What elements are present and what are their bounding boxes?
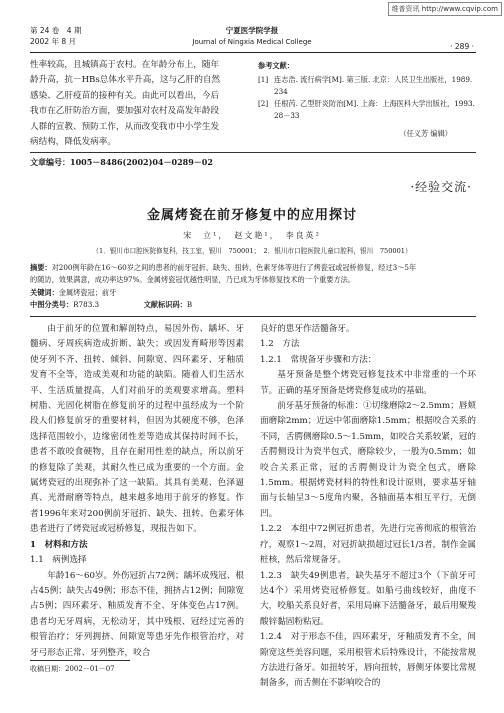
abstract-label: 摘要： — [30, 263, 52, 272]
prev-line: 我市在乙肝防治方面，要加强对农村及高发年龄段 — [30, 106, 220, 117]
doc-code-label: 文献标识码： — [143, 300, 187, 310]
abstract-rule — [30, 316, 476, 317]
article-separator — [30, 152, 476, 153]
abstract: 摘要：对200例年龄在16～60岁之间的患者的前牙冠折、缺失、扭转、色素牙体等进行了烤瓷冠或冠桥修复，经过3～5年 的随访，效果满意，成功率达97%。金属烤瓷冠优越性明显，乃已成为牙体修复技术的一个重要方法。 关键词：金属烤瓷冠；前牙 中图分类号：R783.3 文献标识码：B — [30, 263, 417, 310]
header-volume: 第 24 卷 4 期 — [30, 26, 82, 35]
paragraph: 1.2.2 本组中72例冠折患者，先进行完善彻底的根管治疗，观察1～2周，对冠折缺损超过冠长1/3者，制作金属桩核，然后常规备牙。 — [260, 524, 476, 566]
keywords: 金属烤瓷冠；前牙 — [58, 287, 117, 297]
paragraph: 前牙基牙预备的标准：①切缘磨除2～2.5mm；唇颊面磨除2mm；近远中邻面磨除1.5mm；根据咬合关系的不同，舌腭侧磨除0.5～1.5mm，如咬合关系较紧，冠的舌腭侧设计为瓷半包式，磨除较少，一般为0.5mm；如咬合关系正常，冠的舌腭侧设计为瓷全包式，磨除1.5mm。根据烤瓷材料的特性和设计原则，要求基牙轴面与长轴呈3～5度角内聚，各轴面基本相互平行，无倒凹。 — [260, 401, 476, 519]
keywords-label: 关键词： — [30, 287, 59, 297]
references-title: 参考文献： — [258, 61, 294, 70]
watermark: 维普资讯 http://www.cqvip.com — [388, 2, 502, 16]
section-tag: ·经验交流· — [410, 180, 472, 194]
body-right-column — [260, 322, 476, 692]
header-rule — [30, 52, 476, 53]
prev-line: 性率较高，且城镇高于农村。在年龄分布上，随年 — [30, 60, 220, 70]
reference-item: [2] 任根芮. 乙型肝炎防治[M]. 上海：上海医科大学出版社，1993. 28－33 — [258, 99, 475, 120]
references — [258, 60, 476, 140]
editor-note: （任义芳 编辑） — [399, 129, 452, 138]
paragraph: 良好的患牙作活髓备牙。 — [260, 324, 355, 334]
paragraph: 1.2.4 对于形态不佳，四环素牙，牙釉质发育不全，间隙宽这些美容问题，采用根管术后特殊设计，不能按常规方法进行备牙。如扭转牙，唇向扭转，唇侧牙体要比常规制备多，而舌侧在不影响咬合的 — [260, 632, 476, 689]
header-journal-cn: 宁夏医学院学报 — [225, 26, 279, 35]
paragraph: 年龄16～60岁。外伤冠折占72例；龋坏成残冠、根占45例；缺失占49例；形态不佳，拥挤占12例；间隙宽占5例；四环素牙、釉质发育不全、牙体变色占17例。患者均无牙周病，无松动牙，其中残根、冠经过完善的根管治疗；牙列拥挤、间隙宽等患牙先作根管治疗，对牙弓形态正常、牙列整齐，咬合 — [30, 570, 244, 658]
article-number: 文章编号：1005－8486(2002)04－0289－02 — [30, 157, 213, 167]
doc-code: B — [186, 300, 193, 310]
header-journal-en: Journal of Ningxia Medical College — [192, 38, 312, 46]
clc: R783.3 — [73, 300, 100, 310]
affiliation: （1．银川市口腔医院修复科，技工室，银川 750001； 2．银川市口腔医院儿童口腔科，银川 750001） — [92, 247, 412, 255]
prev-article-text — [30, 58, 242, 150]
footnote-rule — [30, 660, 130, 661]
prev-line: 人群的宣教、预防工作，从而改变我市中小学生发 — [30, 121, 220, 132]
subsection-heading: 1.2 方法 — [260, 339, 300, 350]
prev-line: 病结构，降低发病率。 — [30, 137, 116, 148]
article-title: 金属烤瓷在前牙修复中的应用探讨 — [146, 208, 357, 223]
reference-item: [1] 连志浩. 流行病学[M]. 第三版. 北京：人民卫生出版社，1989. 234 — [258, 75, 473, 96]
authors: 宋 立¹， 赵文艳¹， 李良英² — [183, 231, 321, 240]
prev-line: 龄升高，抗－HBs总体水平升高，这与乙肝的自然 — [30, 75, 221, 86]
prev-line: 感染、乙肝疫苗的接种有关。由此可以看出，今后 — [30, 90, 220, 101]
header-page-number: · 289 · — [450, 42, 474, 51]
header-date: 2002 年 8 月 — [30, 37, 77, 46]
subsection-heading: 1.1 病例选择 — [30, 555, 87, 566]
paragraph: 基牙预备是整个烤瓷冠修复技术中非常重的一个环节。正确的基牙预备是烤瓷修复成功的基础。 — [260, 370, 476, 396]
received-date: 收稿日期：2002－01－07 — [30, 665, 115, 673]
paragraph: 1.2.3 缺失49例患者，缺失基牙不超过3个（下前牙可达4个）采用烤瓷冠桥修复。如船弓曲线较好，曲度不大，咬船关系良好者，采用局麻下活髓备牙，最后用聚羧酸锌黏固粉粘冠。 — [260, 570, 476, 627]
body-left-column — [30, 322, 244, 661]
section-heading: 1 材料和方法 — [30, 539, 88, 550]
paragraph: 由于前牙的位置和解剖特点，易因外伤、龋坏、牙髓病、牙周疾病造成折断、缺失；或因发育畸形等因素使牙列不齐、扭转、倾斜、间隙宽、四环素牙、牙釉质发育不全等，造成美观和功能的缺陷。随着人们生活水平、生活质量提高，人们对前牙的美观要求增高。塑料树脂、光固化树脂在修复前牙的过程中虽经成为一个阶段人们修复前牙的重要材料，但因为其硬度不够，色泽选择范围较小，边缘密闭性差等造成其保持时间不长，患者不敢咬食硬物，且存在耐用性差的缺点，所以前牙的修复除了美观，其耐久性已成为重要的一个方面。金属烤瓷冠的出现弥补了这一缺陷。其具有美观、色泽逼真、光滑耐磨等特点，越来越多地用于前牙的修复。作者1996年来对200例前牙冠折、缺失、扭转、色素牙体患者进行了烤瓷冠或冠桥修复，现报告如下。 — [30, 324, 244, 535]
subsection-heading: 1.2.1 常规备牙步骤和方法： — [260, 354, 377, 365]
clc-label: 中图分类号： — [30, 300, 74, 310]
